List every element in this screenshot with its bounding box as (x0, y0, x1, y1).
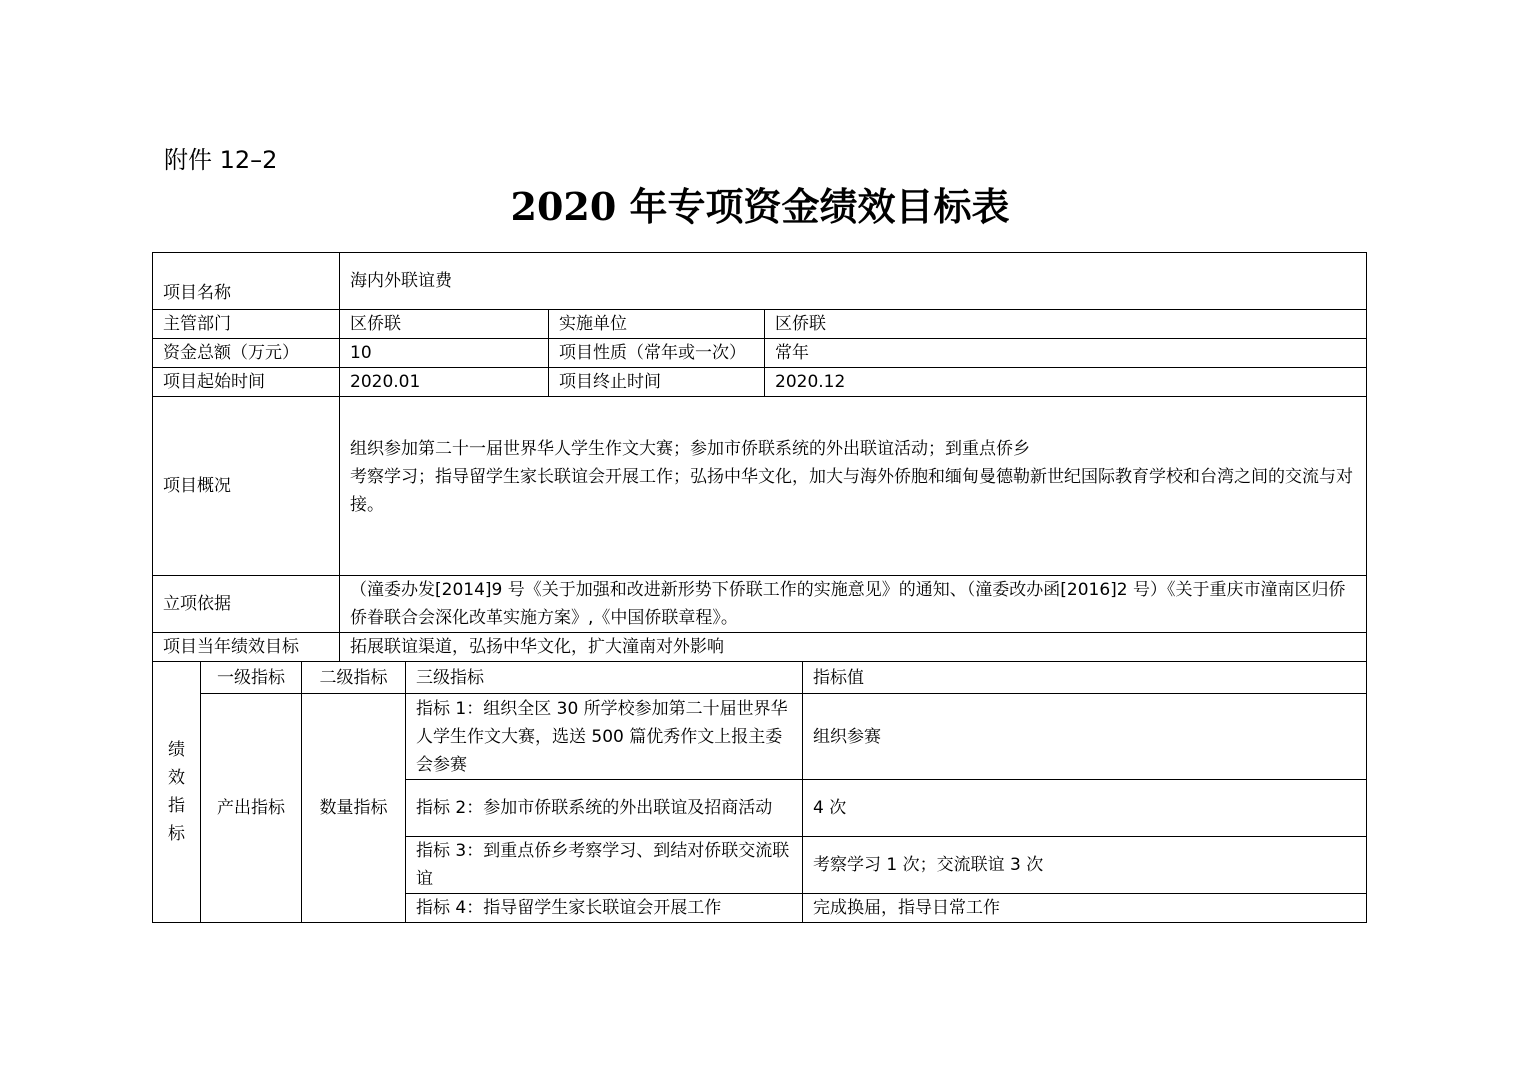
level1-value: 产出指标 (201, 694, 302, 923)
page-title: 2020 年专项资金绩效目标表 (510, 184, 1010, 229)
header-value: 指标值 (803, 662, 1367, 694)
indicator-4-value: 完成换届，指导日常工作 (803, 894, 1367, 923)
end-value: 2020.12 (765, 368, 1367, 397)
overview-line-1: 组织参加第二十一届世界华人学生作文大赛；参加市侨联系统的外出联谊活动；到重点侨乡 (350, 439, 1030, 459)
header-level1: 一级指标 (201, 662, 302, 694)
fund-value: 10 (340, 339, 549, 368)
dept-value: 区侨联 (340, 310, 549, 339)
indicator-table (152, 661, 1367, 923)
table-row (153, 694, 1367, 780)
start-label: 项目起始时间 (153, 368, 340, 397)
header-level2: 二级指标 (302, 662, 406, 694)
project-name-value: 海内外联谊费 (340, 253, 1367, 310)
nature-value: 常年 (765, 339, 1367, 368)
project-name-label: 项目名称 (153, 253, 340, 310)
indicator-1-name: 指标 1：组织全区 30 所学校参加第二十届世界华人学生作文大赛，选送 500 篇优秀作文上报主委会参赛 (406, 694, 803, 780)
table-row (153, 397, 1367, 576)
overview-cell (340, 397, 1367, 576)
indicator-1-value: 组织参赛 (803, 694, 1367, 780)
dept-label: 主管部门 (153, 310, 340, 339)
unit-value: 区侨联 (765, 310, 1367, 339)
basis-value: （潼委办发[2014]9 号《关于加强和改进新形势下侨联工作的实施意见》的通知、（潼委改办函[2016]2 号）《关于重庆市潼南区归侨侨眷联合会深化改革实施方案》,《中国侨联章程》。 (340, 576, 1367, 633)
fund-label: 资金总额（万元） (153, 339, 340, 368)
table-row (153, 368, 1367, 397)
indicator-2-name: 指标 2：参加市侨联系统的外出联谊及招商活动 (406, 780, 803, 837)
indicator-3-name: 指标 3：到重点侨乡考察学习、到结对侨联交流联谊 (406, 837, 803, 894)
overview-line-2: 考察学习；指导留学生家长联谊会开展工作；弘扬中华文化，加大与海外侨胞和缅甸曼德勒新世纪国际教育学校和台湾之间的交流与对接。 (350, 467, 1353, 515)
indicator-2-value: 4 次 (803, 780, 1367, 837)
table-row (153, 339, 1367, 368)
nature-label: 项目性质（常年或一次） (549, 339, 765, 368)
indicator-side-label: 绩 效 指 标 (153, 662, 201, 923)
table-row (153, 662, 1367, 694)
indicator-4-name: 指标 4：指导留学生家长联谊会开展工作 (406, 894, 803, 923)
basis-label: 立项依据 (153, 576, 340, 633)
unit-label: 实施单位 (549, 310, 765, 339)
goal-value: 拓展联谊渠道，弘扬中华文化，扩大潼南对外影响 (340, 633, 1367, 662)
start-value: 2020.01 (340, 368, 549, 397)
goal-label: 项目当年绩效目标 (153, 633, 340, 662)
table-row (153, 633, 1367, 662)
overview-label: 项目概况 (153, 397, 340, 576)
indicator-3-value: 考察学习 1 次；交流联谊 3 次 (803, 837, 1367, 894)
attachment-label: 附件 12–2 (164, 146, 278, 174)
header-level3: 三级指标 (406, 662, 803, 694)
level2-value: 数量指标 (302, 694, 406, 923)
project-info-table (152, 252, 1367, 662)
table-row (153, 310, 1367, 339)
end-label: 项目终止时间 (549, 368, 765, 397)
table-row (153, 576, 1367, 633)
table-row (153, 253, 1367, 310)
